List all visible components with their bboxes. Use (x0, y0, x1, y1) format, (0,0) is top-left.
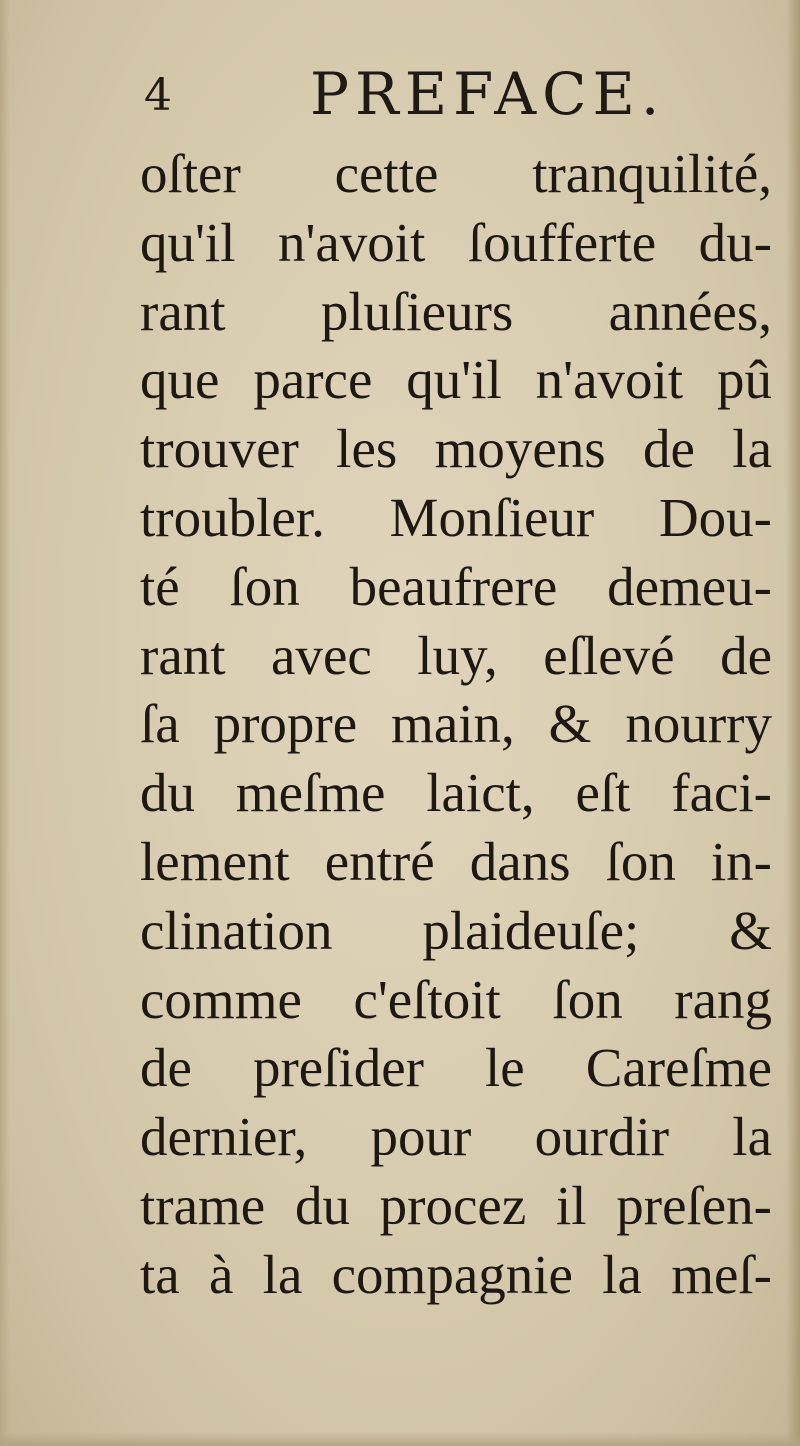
page-header (140, 62, 760, 132)
text-line: ſa propre main, & nourry (140, 693, 772, 755)
text-line: troubler. Monſieur Dou- (140, 486, 772, 548)
text-line: ta à la compagnie la meſ- (140, 1243, 772, 1305)
page-number: 4 (144, 70, 172, 121)
page-edge-shadow-left (0, 0, 10, 1446)
text-line: oſter cette tranquilité, (140, 143, 772, 204)
text-line: dernier, pour ourdir la (140, 1106, 772, 1168)
text-line: de preſider le Careſme (140, 1037, 772, 1099)
text-line: trame du procez il preſen- (140, 1174, 772, 1236)
text-line: que parce qu'il n'avoit pû (140, 349, 772, 411)
text-line: té ſon beaufrere demeu- (140, 555, 772, 617)
body-text (140, 140, 772, 1310)
running-head: PREFACE. (310, 60, 666, 128)
text-line: qu'il n'avoit ſoufferte du- (140, 211, 772, 273)
page-edge-shadow-bottom (0, 1432, 800, 1446)
text-line: rant pluſieurs années, (140, 280, 772, 342)
text-line: clination plaideuſe; & (140, 899, 772, 961)
text-line: lement entré dans ſon in- (140, 830, 772, 892)
text-line: comme c'eſtoit ſon rang (140, 968, 772, 1030)
text-line: du meſme laict, eſt faci- (140, 762, 772, 824)
text-line: trouver les moyens de la (140, 418, 772, 480)
page-edge-shadow-right (786, 0, 800, 1446)
text-line: rant avec luy, eſlevé de (140, 624, 772, 686)
